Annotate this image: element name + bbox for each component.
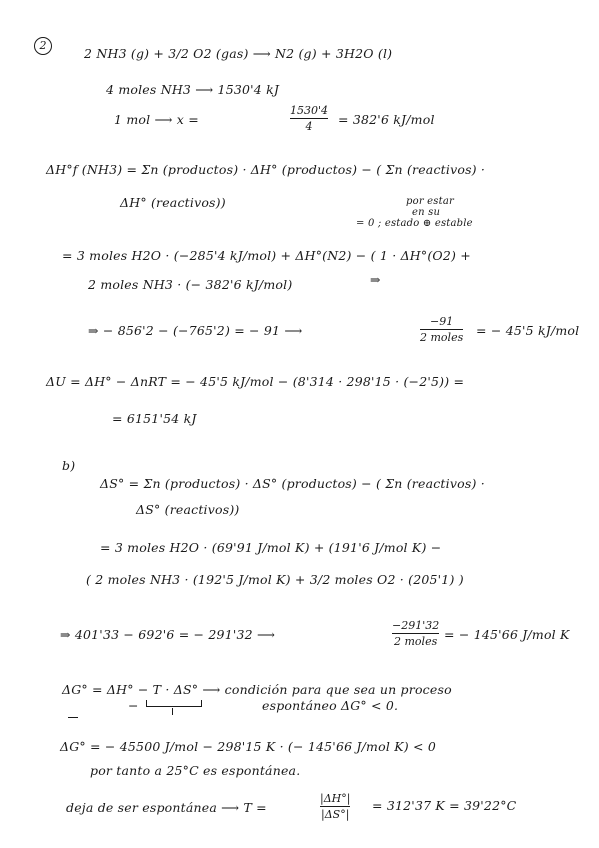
- temperature-line: deja de ser espontánea ⟶ T =: [66, 800, 267, 815]
- internal-energy-result: = 6151'54 kJ: [112, 411, 197, 426]
- gibbs-definition-line: ΔG° = ΔH° − T · ΔS° ⟶ condición para que sea un proceso: [62, 682, 452, 697]
- gibbs-minus-mark: −: [128, 698, 139, 713]
- enthalpy-result-fraction: [420, 315, 463, 344]
- moles-energy-line: 4 moles NH3 ⟶ 1530'4 kJ: [106, 82, 280, 97]
- internal-energy-line: ΔU = ΔH° − ΔnRT = − 45'5 kJ/mol − (8'314 · 298'15 · (−2'5)) =: [46, 374, 465, 389]
- enthalpy-result-line: ⇒ − 856'2 − (−765'2) = − 91 ⟶: [88, 323, 303, 338]
- gibbs-calc-line: ΔG° = − 45500 J/mol − 298'15 K · (− 145'66 J/mol K) < 0: [60, 739, 436, 754]
- note-por-estar: por estar: [406, 196, 454, 207]
- temperature-result: = 312'37 K = 39'22°C: [372, 798, 517, 813]
- temperature-fraction: [320, 792, 350, 821]
- fraction-denominator: 2 moles: [420, 331, 464, 344]
- entropy-calc-line2: ( 2 moles NH3 · (192'5 J/mol K) + 3/2 moles O2 · (205'1) ): [86, 572, 464, 587]
- enthalpy-definition-line2: ΔH° (reactivos)): [120, 195, 226, 210]
- per-mol-fraction: [290, 104, 328, 133]
- fraction-numerator: −291'32: [392, 619, 440, 632]
- implies-arrow: ⇒: [370, 272, 381, 287]
- fraction-denominator: |ΔS°|: [321, 808, 350, 821]
- fraction-numerator: 1530'4: [290, 104, 329, 117]
- bracket-tick: [172, 708, 173, 715]
- entropy-result-value: = − 145'66 J/mol K: [444, 627, 570, 642]
- part-b-label: b): [62, 458, 76, 473]
- reaction-equation: 2 NH3 (g) + 3/2 O2 (gas) ⟶ N2 (g) + 3H2O (l): [84, 46, 393, 61]
- spontaneity-condition: espontáneo ΔG° < 0.: [262, 698, 399, 713]
- fraction-denominator: 4: [305, 120, 313, 133]
- fraction-numerator: |ΔH°|: [320, 792, 351, 805]
- margin-dash: [68, 717, 78, 718]
- enthalpy-calc-line1: = 3 moles H2O · (−285'4 kJ/mol) + ΔH°(N2) − ( 1 · ΔH°(O2) +: [62, 248, 471, 263]
- problem-number: 2: [34, 37, 52, 55]
- underline-bracket: [146, 700, 202, 707]
- entropy-result-fraction: [392, 619, 439, 648]
- note-estado-estable: = 0 ; estado ⊕ estable: [356, 218, 473, 229]
- per-mol-line: 1 mol ⟶ x =: [114, 112, 199, 127]
- entropy-calc-line1: = 3 moles H2O · (69'91 J/mol K) + (191'6 J/mol K) −: [100, 540, 442, 555]
- fraction-numerator: −91: [430, 315, 454, 328]
- enthalpy-definition-line1: ΔH°f (NH3) = Σn (productos) · ΔH° (productos) − ( Σn (reactivos) ·: [46, 162, 486, 177]
- entropy-definition-line1: ΔS° = Σn (productos) · ΔS° (productos) − ( Σn (reactivos) ·: [100, 476, 485, 491]
- enthalpy-result-value: = − 45'5 kJ/mol: [476, 323, 580, 338]
- gibbs-conclusion: por tanto a 25°C es espontánea.: [90, 763, 301, 778]
- fraction-denominator: 2 moles: [394, 635, 438, 648]
- entropy-result-line: ⇒ 401'33 − 692'6 = − 291'32 ⟶: [60, 627, 276, 642]
- per-mol-result: = 382'6 kJ/mol: [338, 112, 435, 127]
- enthalpy-calc-line2: 2 moles NH3 · (− 382'6 kJ/mol): [88, 277, 293, 292]
- entropy-definition-line2: ΔS° (reactivos)): [136, 502, 240, 517]
- note-en-su: en su: [412, 207, 441, 218]
